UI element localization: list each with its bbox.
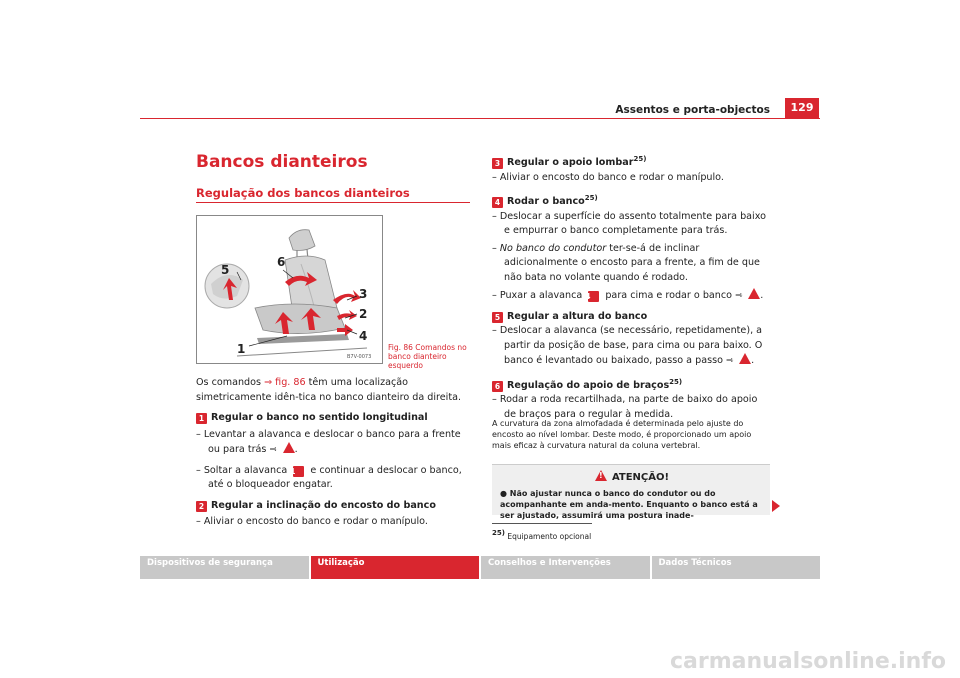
warning-triangle-icon (595, 470, 607, 481)
item1-heading: 1 Regular o banco no sentido longitudinal (196, 411, 472, 426)
continue-arrow-icon[interactable] (772, 500, 780, 512)
warning-icon[interactable] (283, 442, 295, 453)
subsection-title: Regulação dos bancos dianteiros (196, 186, 410, 200)
subsection-rule (196, 202, 470, 203)
badge-a6: 6 (492, 381, 503, 392)
right-column (492, 152, 772, 422)
warning-icon[interactable] (739, 353, 751, 364)
figure-link[interactable]: ⇒ fig. 86 (264, 377, 306, 388)
item4-step3: – Puxar a alavanca 4 para cima e rodar o banco ⇒ ! . (492, 288, 772, 304)
item5-step1: – Deslocar a alavanca (se necessário, repetidamente), a partir da posição de base, para cima ou para baixo. O banco é levantado ou baixado, passo a passo ⇒ ! . (492, 324, 772, 369)
badge-a4: 4 (492, 197, 503, 208)
item3-heading: 3 Regular o apoio lombar$^{25)}$ (492, 152, 772, 171)
item6-heading: 6 Regulação do apoio de braços$^{25)}$ (492, 375, 772, 394)
footer-tab-conselhos[interactable]: Conselhos e Intervenções (481, 556, 650, 579)
footer-tab-seguranca[interactable]: Dispositivos de segurança (140, 556, 309, 579)
left-column (196, 376, 472, 530)
warning-icon[interactable] (748, 288, 760, 299)
badge-a4-inline: 4 (588, 291, 599, 302)
badge-a5: 5 (492, 312, 503, 323)
item4-step2: – No banco do condutor ter-se-á de inclinar adicionalmente o encosto para a frente, a fim de que não bata no volante quando é rodado. (492, 242, 760, 283)
callout-2: 2 (359, 307, 368, 321)
badge-a2: 2 (196, 501, 207, 512)
callout-4: 4 (359, 329, 368, 343)
badge-a1-inline: 1 (293, 466, 304, 477)
section-title: Bancos dianteiros (196, 152, 368, 172)
footer-nav (140, 556, 820, 579)
warning-title: !ATENÇÃO! (492, 470, 770, 483)
item4-step1: – Deslocar a superfície do assento totalmente para baixo e empurrar o banco completamente para trás. (492, 210, 766, 236)
item2-heading: 2 Regular a inclinação do encosto do banco (196, 499, 472, 514)
seat-illustration (197, 216, 382, 363)
warning-box (492, 464, 770, 520)
intro-text: Os comandos (196, 377, 265, 388)
warning-text: ● Não ajustar nunca o banco do condutor ou do acompanhante em anda-mento. Enquanto o banco está a ser ajustado, assumirá uma postura inade- (500, 489, 758, 520)
item6-step1: – Rodar a roda recartilhada, na parte de baixo do apoio de braços para o regular à medida. (492, 394, 758, 420)
callout-5: 5 (221, 263, 230, 277)
lumbar-note: A curvatura da zona almofadada é determinada pelo ajuste do encosto ao nível lombar. Deste modo, é proporcionado um apoio mais eficaz à curvatura natural da coluna vertebral. (492, 419, 752, 450)
footer-tab-utilizacao[interactable]: Utilização (311, 556, 480, 579)
callout-6: 6 (277, 255, 286, 269)
header-rule (140, 118, 820, 119)
item4-heading: 4 Rodar o banco$^{25)}$ (492, 191, 772, 210)
item3-step1: – Aliviar o encosto do banco e rodar o manípulo. (492, 171, 724, 183)
item5-heading: 5 Regular a altura do banco (492, 310, 772, 325)
intro-paragraph (196, 376, 472, 405)
figure-code: B7V-0073 (347, 354, 372, 360)
badge-a3: 3 (492, 158, 503, 169)
footnote-rule (492, 523, 592, 524)
figure-caption: Fig. 86 Comandos no banco dianteiro esquerdo (388, 343, 467, 370)
running-header-title: Assentos e porta-objectos (615, 104, 770, 116)
seat-figure (196, 215, 383, 364)
callout-3: 3 (359, 287, 368, 301)
watermark: carmanualsonline.info (670, 649, 946, 674)
item1-step2: – Soltar a alavanca 1 e continuar a deslocar o banco, até o bloqueador engatar. (196, 464, 462, 490)
page-number: 129 (785, 98, 819, 118)
intro-text-rest: têm uma localização simetricamente idên-tica no banco dianteiro da direita. (196, 377, 462, 403)
footnote: 25) Equipamento opcional (492, 529, 592, 541)
footer-tab-dados[interactable]: Dados Técnicos (652, 556, 821, 579)
item2-step1: – Aliviar o encosto do banco e rodar o manípulo. (196, 516, 428, 527)
item1-step1: – Levantar a alavanca e deslocar o banco para a frente ou para trás ⇒ ! . (196, 428, 472, 458)
badge-a1: 1 (196, 413, 207, 424)
callout-1: 1 (237, 342, 246, 356)
